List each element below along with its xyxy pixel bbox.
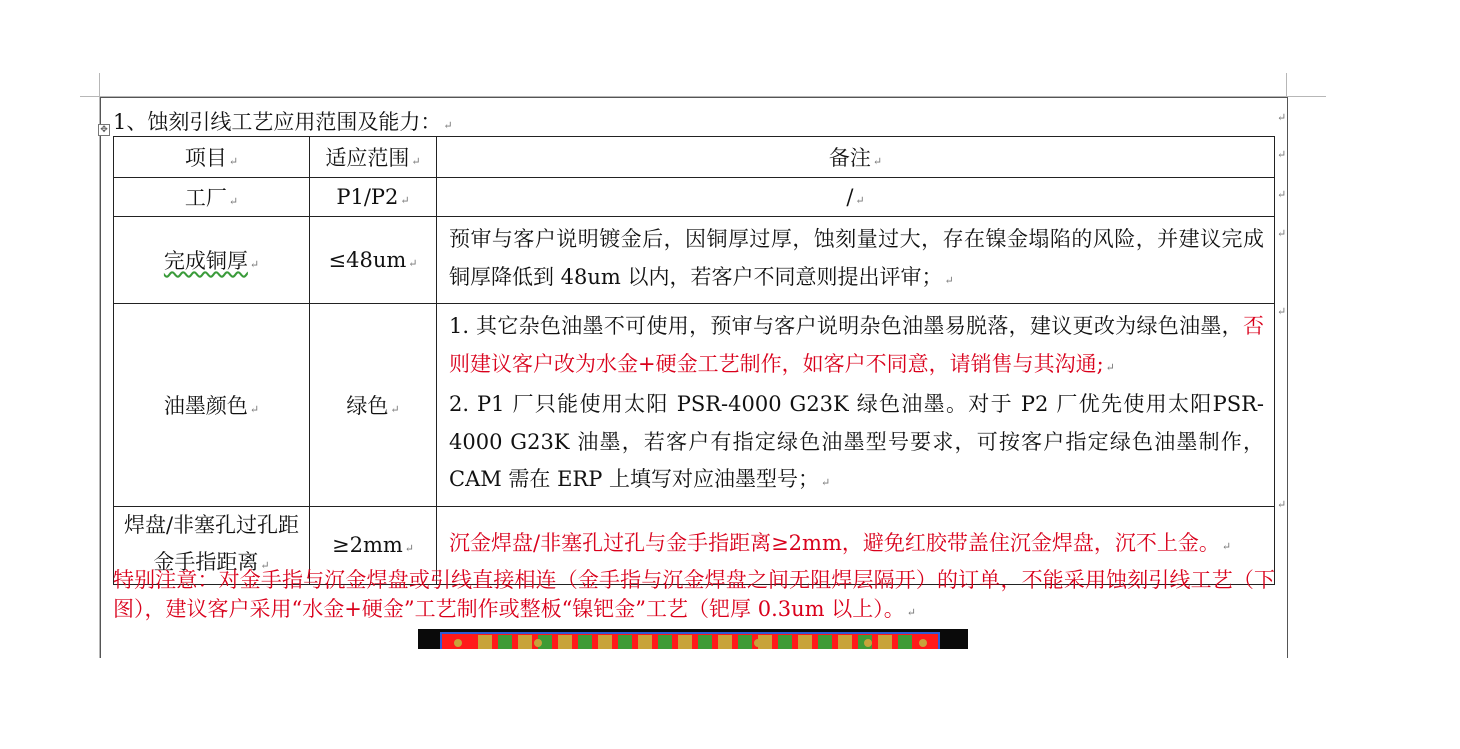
table-row [114, 217, 1275, 304]
header-range: 适应范围 ↵ [310, 137, 437, 178]
row-end-mark-icon: ↵ [1277, 188, 1287, 201]
table-move-handle-icon[interactable]: ✥ [98, 124, 110, 136]
paragraph-mark-icon: ↵ [443, 119, 453, 132]
special-note-text: 特别注意：对金手指与沉金焊盘或引线直接相连（金手指与沉金焊盘之间无阻焊层隔开）的订单，不能采用蚀刻引线工艺（下图），建议客户采用“水金+硬金”工艺制作或整板“镍钯金”工艺（钯厚 0.3um 以上）。 [113, 568, 1275, 621]
cell-note: / ↵ [437, 178, 1275, 217]
page-guide-right [1286, 73, 1287, 98]
row-end-mark-icon: ↵ [1277, 305, 1287, 318]
header-note: 备注 ↵ [437, 137, 1275, 178]
cell-item: 工厂 ↵ [114, 178, 310, 217]
cell-range: ≥2mm ↵ [310, 506, 437, 584]
cell-range: ≤48um ↵ [310, 217, 437, 304]
table-header-row [114, 137, 1275, 178]
row-end-mark-icon: ↵ [1277, 148, 1287, 161]
cell-note: 沉金焊盘/非塞孔过孔与金手指距离≥2mm，避免红胶带盖住沉金焊盘，沉不上金。 ↵ [437, 506, 1275, 584]
cell-item: 油墨颜色 ↵ [114, 304, 310, 507]
cell-range: P1/P2 ↵ [310, 178, 437, 217]
cell-item: 完成铜厚 ↵ [114, 217, 310, 304]
table-row [114, 304, 1275, 507]
special-note: 特别注意：对金手指与沉金焊盘或引线直接相连（金手指与沉金焊盘之间无阻焊层隔开）的订单，不能采用蚀刻引线工艺（下图），建议客户采用“水金+硬金”工艺制作或整板“镍钯金”工艺（钯厚 0.3um 以上）。 ↵ [113, 568, 1275, 621]
row-end-mark-icon: ↵ [1277, 227, 1287, 240]
cell-item: 焊盘/非塞孔过孔距金手指距离 ↵ [114, 506, 310, 584]
cell-range: 绿色 ↵ [310, 304, 437, 507]
cell-note: 预审与客户说明镀金后，因铜厚过厚，蚀刻量过大，存在镍金塌陷的风险，并建议完成铜厚降低到 48um 以内，若客户不同意则提出评审； ↵ [437, 217, 1275, 304]
row-end-mark-icon: ↵ [1277, 111, 1287, 124]
cell-note: 1. 其它杂色油墨不可使用，预审与客户说明杂色油墨易脱落，建议更改为绿色油墨，否则建议客户改为水金+硬金工艺制作，如客户不同意，请销售与其沟通; ↵ 2. P1 厂只能使用太阳 PSR-4000 G23K 绿色油墨。对于 P2 厂优先使用太阳PSR-4000 G23K 油墨，若客户有指定绿色油墨型号要求，可按客户指定绿色油墨制作，CAM 需在 ERP 上填写对应油墨型号； ↵ [437, 304, 1275, 507]
header-item: 项目 ↵ [114, 137, 310, 178]
table-row [114, 178, 1275, 217]
pcb-gold-finger-image [418, 629, 968, 649]
pcb-image-graphic [418, 629, 968, 649]
capability-table [113, 136, 1275, 585]
row-end-mark-icon: ↵ [1277, 498, 1287, 511]
section-heading-text: 1、蚀刻引线工艺应用范围及能力： [113, 110, 442, 134]
